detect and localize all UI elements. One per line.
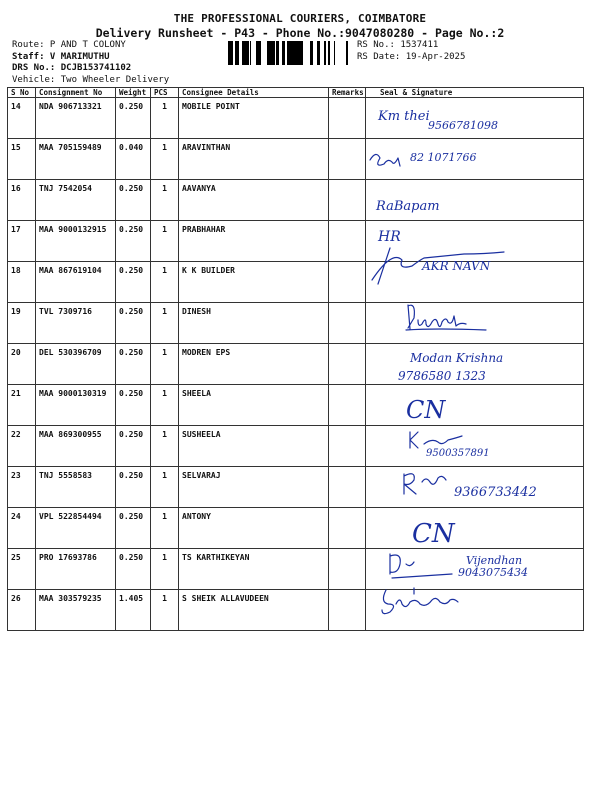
- row-consignee: PRABHAHAR: [179, 221, 329, 262]
- row-consignment-no: MAA 867619104: [36, 262, 116, 303]
- row-sno: 19: [8, 303, 36, 344]
- row-weight: 0.250: [116, 221, 151, 262]
- row-consignee: MOBILE POINT: [179, 98, 329, 139]
- row-consignment-no: MAA 705159489: [36, 139, 116, 180]
- row-weight: 0.250: [116, 303, 151, 344]
- row-consignee: AAVANYA: [179, 180, 329, 221]
- row-consignment-no: NDA 906713321: [36, 98, 116, 139]
- row-consignment-no: MAA 303579235: [36, 590, 116, 631]
- row-pcs: 1: [151, 303, 179, 344]
- row-remarks: [329, 139, 366, 180]
- handwriting-r17-initials: HR: [378, 229, 401, 245]
- row-sno: 21: [8, 385, 36, 426]
- row-remarks: [329, 262, 366, 303]
- row-weight: 0.040: [116, 139, 151, 180]
- row-remarks: [329, 549, 366, 590]
- row-pcs: 1: [151, 139, 179, 180]
- row-weight: 0.250: [116, 180, 151, 221]
- row-pcs: 1: [151, 549, 179, 590]
- handwriting-r18: AKR NAVN: [422, 259, 491, 273]
- handwriting-r24: CN: [412, 519, 455, 549]
- row-weight: 0.250: [116, 549, 151, 590]
- row-weight: 0.250: [116, 467, 151, 508]
- row-remarks: [329, 221, 366, 262]
- row-sno: 24: [8, 508, 36, 549]
- row-pcs: 1: [151, 180, 179, 221]
- row-sno: 25: [8, 549, 36, 590]
- signature-r22: [410, 432, 462, 448]
- row-pcs: 1: [151, 590, 179, 631]
- route-text: Route: P AND T COLONY: [12, 40, 126, 50]
- row-pcs: 1: [151, 508, 179, 549]
- row-consignment-no: DEL 530396709: [36, 344, 116, 385]
- row-remarks: [329, 303, 366, 344]
- row-consignee: SELVARAJ: [179, 467, 329, 508]
- row-consignment-no: TVL 7309716: [36, 303, 116, 344]
- row-sno: 22: [8, 426, 36, 467]
- row-weight: 0.250: [116, 262, 151, 303]
- staff-text: Staff: V MARIMUTHU: [12, 51, 110, 62]
- handwriting-r22-phone: 9500357891: [426, 448, 490, 459]
- handwriting-r23-phone: 9366733442: [454, 485, 537, 500]
- row-remarks: [329, 98, 366, 139]
- row-consignment-no: MAA 9000132915: [36, 221, 116, 262]
- row-sno: 26: [8, 590, 36, 631]
- row-consignment-no: MAA 9000130319: [36, 385, 116, 426]
- row-remarks: [329, 467, 366, 508]
- runsheet-meta-right: [357, 40, 465, 63]
- col-consignee-details: Consignee Details: [179, 88, 329, 98]
- company-name: THE PROFESSIONAL COURIERS, COIMBATORE: [173, 12, 427, 25]
- col-sno: S No: [8, 88, 36, 98]
- row-consignment-no: PRO 17693786: [36, 549, 116, 590]
- handwritten-signatures: [362, 98, 587, 638]
- row-pcs: 1: [151, 344, 179, 385]
- row-remarks: [329, 180, 366, 221]
- handwriting-r14-name: Km thei: [378, 109, 430, 124]
- handwriting-r20-name: Modan Krishna: [410, 351, 504, 365]
- row-pcs: 1: [151, 98, 179, 139]
- handwriting-r15-phone: 82 1071766: [410, 151, 477, 164]
- row-weight: 0.250: [116, 98, 151, 139]
- drs-number: DRS No.: DCJB153741102: [12, 63, 132, 73]
- col-seal-signature: Seal & Signature: [366, 88, 584, 98]
- col-weight: Weight: [116, 88, 151, 98]
- row-weight: 1.405: [116, 590, 151, 631]
- row-consignment-no: TNJ 7542054: [36, 180, 116, 221]
- row-sno: 14: [8, 98, 36, 139]
- runsheet-meta-left: [12, 40, 169, 86]
- row-sno: 18: [8, 262, 36, 303]
- row-remarks: [329, 508, 366, 549]
- row-consignee: MODREN EPS: [179, 344, 329, 385]
- row-weight: 0.250: [116, 508, 151, 549]
- barcode-image: [228, 41, 350, 65]
- row-pcs: 1: [151, 221, 179, 262]
- row-weight: 0.250: [116, 344, 151, 385]
- row-consignment-no: VPL 522854494: [36, 508, 116, 549]
- handwriting-r25-phone: 9043075434: [458, 566, 528, 579]
- col-pcs: PCS: [151, 88, 179, 98]
- table-header-row: [8, 88, 584, 98]
- row-remarks: [329, 385, 366, 426]
- row-sno: 23: [8, 467, 36, 508]
- col-consignment-no: Consignment No: [36, 88, 116, 98]
- row-pcs: 1: [151, 426, 179, 467]
- handwriting-r14-phone: 9566781098: [428, 119, 498, 132]
- row-consignee: TS KARTHIKEYAN: [179, 549, 329, 590]
- vehicle-text: Vehicle: Two Wheeler Delivery: [12, 74, 170, 85]
- rs-number: RS No.: 1537411: [357, 40, 439, 50]
- row-remarks: [329, 590, 366, 631]
- handwriting-r21: CN: [406, 396, 446, 424]
- row-consignee: SHEELA: [179, 385, 329, 426]
- row-remarks: [329, 344, 366, 385]
- row-consignment-no: MAA 869300955: [36, 426, 116, 467]
- row-weight: 0.250: [116, 426, 151, 467]
- row-consignment-no: TNJ 5558583: [36, 467, 116, 508]
- runsheet-title: Delivery Runsheet - P43 - Phone No.:9047080280 - Page No.:2: [95, 26, 505, 40]
- row-sno: 16: [8, 180, 36, 221]
- signature-r25: [390, 554, 452, 578]
- row-remarks: [329, 426, 366, 467]
- signature-r15: [370, 154, 400, 166]
- handwriting-r20-phone: 9786580 1323: [398, 369, 486, 383]
- rs-date: RS Date: 19-Apr-2025: [357, 51, 466, 62]
- handwriting-r25-name: Vijendhan: [466, 554, 523, 567]
- row-consignee: ANTONY: [179, 508, 329, 549]
- row-sno: 17: [8, 221, 36, 262]
- row-pcs: 1: [151, 385, 179, 426]
- row-sno: 20: [8, 344, 36, 385]
- row-consignee: K K BUILDER: [179, 262, 329, 303]
- row-pcs: 1: [151, 262, 179, 303]
- handwriting-r16-name: RaBapam: [376, 199, 440, 214]
- row-consignee: ARAVINTHAN: [179, 139, 329, 180]
- row-consignee: SUSHEELA: [179, 426, 329, 467]
- signature-r19: [406, 305, 486, 330]
- signature-r26: [382, 588, 458, 614]
- row-sno: 15: [8, 139, 36, 180]
- signature-r23: [404, 474, 446, 494]
- row-consignee: S SHEIK ALLAVUDEEN: [179, 590, 329, 631]
- col-remarks: Remarks: [329, 88, 366, 98]
- row-pcs: 1: [151, 467, 179, 508]
- row-consignee: DINESH: [179, 303, 329, 344]
- row-weight: 0.250: [116, 385, 151, 426]
